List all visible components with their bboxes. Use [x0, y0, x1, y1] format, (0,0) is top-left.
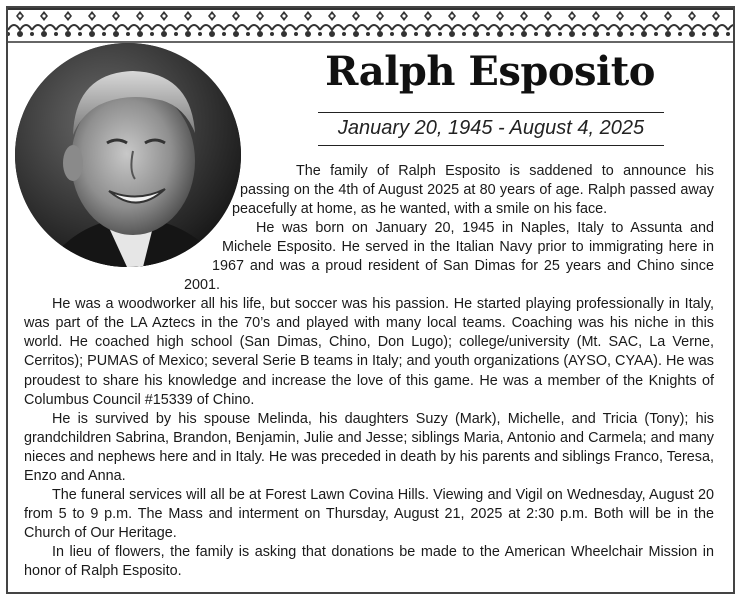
paragraph-survivors: He is survived by his spouse Melinda, his daughters Suzy (Mark), Michelle, and Tricia (Tony); his grandchildren Sabrina, Brandon, Benjamin, Julie and Jesse; siblings Maria, Antonio and Carmela; and many nieces and nephews here and in Italy. He was preceded in death by his parents and siblings Franco, Teresa, Enzo and Anna.	[24, 410, 714, 484]
paragraph-donations: In lieu of flowers, the family is asking that donations be made to the American Wheelchair Mission in honor of Ralph Esposito.	[24, 543, 714, 579]
obituary-text	[24, 162, 714, 581]
paragraph-services: The funeral services will all be at Forest Lawn Covina Hills. Viewing and Vigil on Wednesday, August 20 from 5 to 9 p.m. The Mass and interment on Thursday, August 21, 2025 at 2:30 p.m. Both will be in the Church of Our Heritage.	[24, 486, 714, 541]
decorative-border	[8, 8, 733, 46]
divider-bottom	[318, 145, 664, 146]
life-dates: January 20, 1945 - August 4, 2025	[337, 117, 645, 139]
deceased-name: Ralph Esposito	[325, 48, 655, 95]
divider-top	[318, 112, 664, 113]
paragraph-announcement: The family of Ralph Esposito is saddened to announce his passing on the 4th of August 2025 at 80 years of age. Ralph passed away peacefully at home, as he wanted, with a smile on his face.	[232, 163, 714, 218]
paragraph-birth: He was born on January 20, 1945 in Naples, Italy to Assunta and Michele Esposito. He served in the Italian Navy prior to immigrating here in 1967 and was a proud resident of San Dimas for 25 years and Chino since 2001.	[184, 220, 714, 294]
paragraph-career: He was a woodworker all his life, but soccer was his passion. He started playing professionally in Italy, was part of the LA Aztecs in the 70’s and played with many local teams. Coaching was his niche in this world. He coached high school (San Dimas, Chino, Don Lugo); college/university (Mt. SAC, La Verne, Cerritos); PUMAS of Mexico; several Serie B teams in Italy; and youth organizations (AYSO, CYAA). He was proudest to share his knowledge and increase the love of this game. He was a member of the Knights of Columbus Council #15339 of Chino.	[24, 296, 714, 408]
